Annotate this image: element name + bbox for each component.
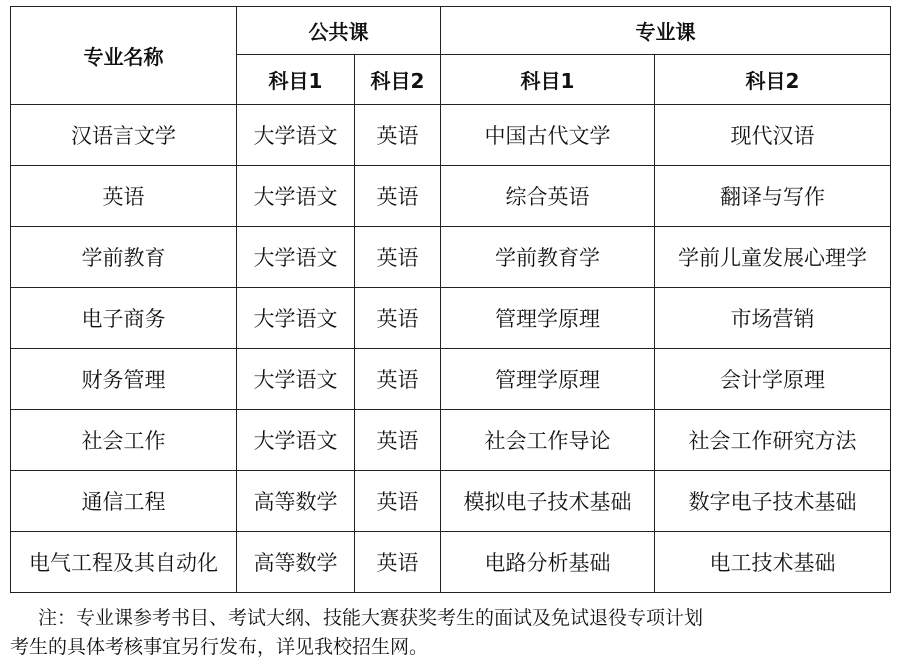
cell-major: 社会工作 [11,410,237,471]
cell-public-subject1: 高等数学 [237,532,355,593]
cell-professional-subject2: 学前儿童发展心理学 [655,227,891,288]
header-major-name: 专业名称 [11,7,237,105]
cell-professional-subject2: 现代汉语 [655,105,891,166]
cell-public-subject2: 英语 [355,349,441,410]
cell-professional-subject1: 管理学原理 [441,349,655,410]
cell-public-subject1: 大学语文 [237,288,355,349]
cell-public-subject2: 英语 [355,532,441,593]
cell-major: 通信工程 [11,471,237,532]
cell-major: 电子商务 [11,288,237,349]
table-header-row [11,7,891,55]
cell-major: 学前教育 [11,227,237,288]
cell-public-subject1: 大学语文 [237,166,355,227]
cell-professional-subject2: 会计学原理 [655,349,891,410]
cell-professional-subject2: 翻译与写作 [655,166,891,227]
cell-professional-subject1: 综合英语 [441,166,655,227]
header-professional-subject1: 科目1 [441,55,655,105]
cell-professional-subject1: 学前教育学 [441,227,655,288]
cell-public-subject2: 英语 [355,410,441,471]
footnote [10,604,890,662]
cell-professional-subject2: 市场营销 [655,288,891,349]
cell-professional-subject2: 电工技术基础 [655,532,891,593]
cell-major: 财务管理 [11,349,237,410]
cell-professional-subject1: 模拟电子技术基础 [441,471,655,532]
table-row [11,288,891,349]
header-public-subject2: 科目2 [355,55,441,105]
table-row [11,410,891,471]
footnote-line-1: 注：专业课参考书目、考试大纲、技能大赛获奖考生的面试及免试退役专项计划 [38,607,704,629]
cell-professional-subject1: 社会工作导论 [441,410,655,471]
table-row [11,227,891,288]
cell-public-subject1: 大学语文 [237,410,355,471]
cell-public-subject1: 高等数学 [237,471,355,532]
header-professional-subject2: 科目2 [655,55,891,105]
cell-public-subject2: 英语 [355,471,441,532]
table-row [11,532,891,593]
cell-public-subject2: 英语 [355,227,441,288]
cell-major: 电气工程及其自动化 [11,532,237,593]
cell-major: 汉语言文学 [11,105,237,166]
cell-public-subject2: 英语 [355,105,441,166]
cell-professional-subject1: 电路分析基础 [441,532,655,593]
cell-professional-subject1: 中国古代文学 [441,105,655,166]
cell-public-subject2: 英语 [355,166,441,227]
table-row [11,166,891,227]
exam-subjects-table [10,6,891,593]
cell-public-subject1: 大学语文 [237,227,355,288]
header-public-course: 公共课 [237,7,441,55]
cell-public-subject1: 大学语文 [237,349,355,410]
table-row [11,471,891,532]
cell-professional-subject1: 管理学原理 [441,288,655,349]
header-professional-course: 专业课 [441,7,891,55]
cell-professional-subject2: 数字电子技术基础 [655,471,891,532]
cell-professional-subject2: 社会工作研究方法 [655,410,891,471]
table-row [11,105,891,166]
header-public-subject1: 科目1 [237,55,355,105]
cell-public-subject2: 英语 [355,288,441,349]
footnote-line-2: 考生的具体考核事宜另行发布，详见我校招生网。 [10,636,429,658]
table-row [11,349,891,410]
cell-public-subject1: 大学语文 [237,105,355,166]
cell-major: 英语 [11,166,237,227]
